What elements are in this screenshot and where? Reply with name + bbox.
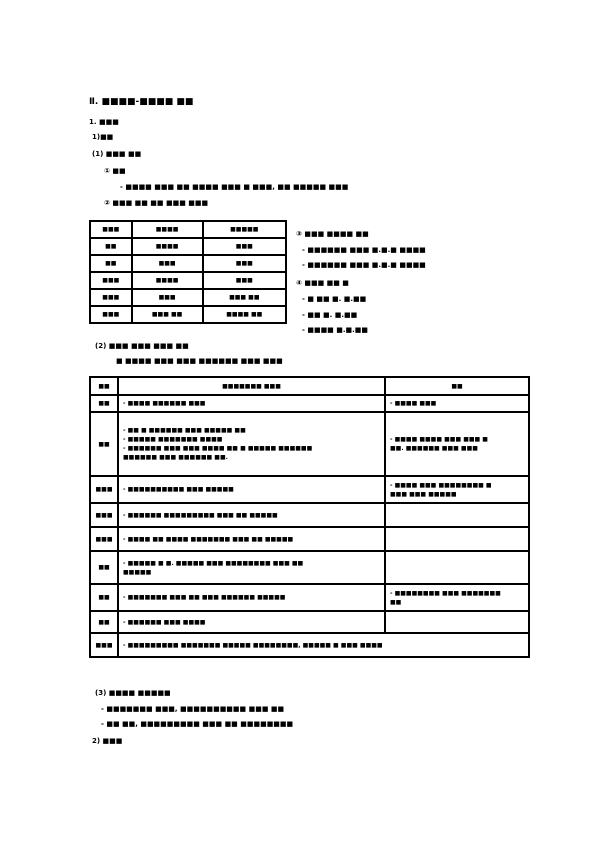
table-cell-content — [118, 584, 385, 611]
table-cell-number: ■■ — [90, 584, 118, 611]
table-cell-content — [118, 476, 385, 503]
table-header-cell: ■■■■■■■ ■■■ — [118, 377, 385, 395]
content-line: - ■■■■■ ■ ■. ■■■■■ ■■■ ■■■■■■■■ ■■■ ■■ — [123, 559, 304, 567]
content-line: - ■■■■ ■■ ■■■■ ■■■■■■■ ■■■ ■■ ■■■■■ — [123, 535, 294, 543]
table-cell-note — [385, 412, 529, 476]
table-header-row — [90, 221, 286, 238]
outline-level-2: 1)■■ — [92, 133, 114, 141]
note-line: ■■. ■■■■■■ ■■■ ■■■ — [390, 445, 478, 452]
table-cell-number: ■■ — [90, 395, 118, 412]
content-line: - ■■■■■ ■■■■■■■ ■■■■ — [123, 436, 223, 443]
table-cell-content — [118, 503, 385, 527]
section-3-title: (3) ■■■■ ■■■■■ — [95, 689, 171, 697]
table-header-cell: ■■ — [385, 377, 529, 395]
table-cell-content — [118, 611, 385, 633]
table-cell: ■■ — [90, 238, 132, 255]
table-row — [90, 476, 529, 503]
table-cell-content — [118, 551, 385, 584]
table-cell-number: ■■■ — [90, 476, 118, 503]
content-line: - ■■■■■■■ ■■■ ■■ ■■■ ■■■■■■ ■■■■■ — [123, 594, 286, 601]
side-note-line: - ■ ■■ ■. ■.■■ — [302, 295, 367, 303]
summary-table — [89, 220, 287, 324]
table-cell-number: ■■ — [90, 611, 118, 633]
table-row — [90, 584, 529, 611]
side-note-line: - ■■■■ ■.■.■■ — [302, 326, 369, 334]
side-note-heading-2: ④ ■■■ ■■ ■ — [296, 279, 349, 287]
section-2-subtitle: ■ ■■■■ ■■■ ■■■ ■■■■■■ ■■■ ■■■ — [116, 357, 283, 365]
table-header-cell: ■■■■ — [132, 221, 203, 238]
table-row — [90, 255, 286, 272]
table-cell-content — [118, 412, 385, 476]
note-line: ■■ — [390, 598, 402, 606]
table-cell-note — [385, 551, 529, 584]
table-cell-content — [118, 633, 529, 657]
table-header-cell: ■■ — [90, 377, 118, 395]
content-line: - ■■■■ ■■■■■■ ■■■ — [123, 400, 206, 407]
side-note-heading-1: ③ ■■■ ■■■■ ■■ — [296, 230, 369, 238]
outline-item-1: ① ■■ — [104, 167, 126, 175]
table-header-cell: ■■■■■ — [203, 221, 286, 238]
table-row — [90, 633, 529, 657]
table-cell-note — [385, 476, 529, 503]
page-heading: Ⅱ. ■■■■-■■■■ ■■ — [89, 97, 194, 107]
table-cell: ■■■■ ■■ — [203, 306, 286, 323]
content-line: - ■■■■■■ ■■■ ■■■■ — [123, 618, 206, 626]
section-2-title: (2) ■■■ ■■■ ■■■ ■■ — [95, 342, 189, 350]
table-cell-note — [385, 611, 529, 633]
table-row — [90, 551, 529, 584]
table-header-cell: ■■■ — [90, 221, 132, 238]
table-cell: ■■■■ — [132, 272, 203, 289]
table-cell-note — [385, 395, 529, 412]
table-cell-number: ■■ — [90, 551, 118, 584]
section-3-line: - ■■■■■■■ ■■■, ■■■■■■■■■■ ■■■ ■■ — [101, 705, 285, 713]
table-row — [90, 306, 286, 323]
table-cell: ■■■ — [132, 255, 203, 272]
details-table — [89, 376, 530, 658]
table-row — [90, 272, 286, 289]
table-cell-content — [118, 527, 385, 551]
table-cell: ■■■ — [203, 255, 286, 272]
table-cell: ■■■ ■■ — [203, 289, 286, 306]
outline-item-1-text: - ■■■■ ■■■ ■■ ■■■■ ■■■ ■ ■■■, ■■ ■■■■■ ■■■ — [120, 183, 349, 191]
side-note-line: - ■■ ■. ■.■■ — [302, 311, 358, 319]
table-row — [90, 412, 529, 476]
table-cell: ■■■ — [132, 289, 203, 306]
outline-item-2: ② ■■■ ■■ ■■ ■■■ ■■■ — [104, 199, 209, 207]
note-line: - ■■■■ ■■■ ■■■■■■■■ ■ — [390, 481, 492, 489]
table-cell: ■■■ ■■ — [132, 306, 203, 323]
content-line: ■■■■■ — [123, 568, 152, 576]
table-cell: ■■■ — [203, 238, 286, 255]
table-cell: ■■■ — [90, 306, 132, 323]
outline-level-3: (1) ■■■ ■■ — [92, 150, 142, 158]
content-line: - ■■ ■ ■■■■■■ ■■■ ■■■■■ ■■ — [123, 427, 246, 434]
note-line: - ■■■■ ■■■■ ■■■ ■■■ ■ — [390, 436, 488, 443]
table-cell: ■■■■ — [132, 238, 203, 255]
table-cell-number: ■■■ — [90, 503, 118, 527]
table-row — [90, 527, 529, 551]
side-note-line: - ■■■■■■ ■■■ ■.■.■ ■■■■ — [302, 246, 426, 254]
content-line: - ■■■■■■ ■■■■■■■■■ ■■■ ■■ ■■■■■ — [123, 511, 278, 519]
note-line: - ■■■■ ■■■ — [390, 400, 437, 407]
content-line: - ■■■■■■■■■ ■■■■■■■ ■■■■■ ■■■■■■■■, ■■■■■ ■ ■■■ ■■■■ — [123, 641, 383, 649]
table-cell: ■■■ — [203, 272, 286, 289]
note-line: - ■■■■■■■■ ■■■ ■■■■■■■ — [390, 589, 501, 597]
table-row — [90, 238, 286, 255]
table-row — [90, 395, 529, 412]
table-cell-content — [118, 395, 385, 412]
outline-level-2-next: 2) ■■■ — [92, 737, 123, 745]
table-cell: ■■■ — [90, 289, 132, 306]
table-cell: ■■ — [90, 255, 132, 272]
content-line: - ■■■■■■ ■■■ ■■■ ■■■■ ■■ ■ ■■■■■ ■■■■■■ — [123, 445, 313, 452]
table-cell: ■■■ — [90, 272, 132, 289]
table-cell-number: ■■■ — [90, 633, 118, 657]
note-line: ■■■ ■■■ ■■■■■ — [390, 490, 457, 498]
table-cell-number: ■■■ — [90, 527, 118, 551]
table-row — [90, 289, 286, 306]
table-cell-note — [385, 503, 529, 527]
side-note-line: - ■■■■■■ ■■■ ■.■.■ ■■■■ — [302, 261, 426, 269]
content-line: ■■■■■■ ■■■ ■■■■■■ ■■. — [123, 454, 228, 461]
outline-level-1: 1. ■■■ — [89, 118, 119, 126]
section-3-line: - ■■ ■■, ■■■■■■■■■ ■■■ ■■ ■■■■■■■■ — [101, 720, 294, 728]
table-cell-note — [385, 584, 529, 611]
content-line: - ■■■■■■■■■■ ■■■ ■■■■■ — [123, 486, 234, 493]
table-cell-number: ■■ — [90, 412, 118, 476]
table-row — [90, 503, 529, 527]
table-cell-note — [385, 527, 529, 551]
table-header-row — [90, 377, 529, 395]
table-row — [90, 611, 529, 633]
